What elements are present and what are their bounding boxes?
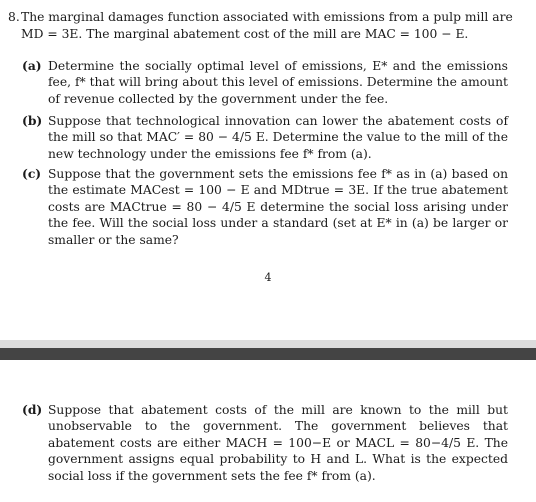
- part-c: [22, 166, 508, 248]
- part-d-text: Suppose that abatement costs of the mill are known to the mill but unobservable to the government. The government believes that abatement costs are either MACH = 100−E or MACL = 80−4/5 E. The government assigns equal probability to H and L. What is the expected social loss if the government sets the fee f* from (a).: [48, 403, 508, 483]
- part-b-text: Suppose that technological innovation can lower the abatement costs of the mill so that MAC′ = 80 − 4/5 E. Determine the value to the mill of the new technology under the emissions fee f* from (a).: [48, 114, 508, 161]
- part-d: [22, 402, 508, 484]
- part-a-text: Determine the socially optimal level of emissions, E* and the emissions fee, f* that will bring about this level of emissions. Determine the amount of revenue collected by the government under the fee.: [48, 59, 508, 106]
- question-header: [8, 9, 514, 42]
- part-d-label: (d): [22, 402, 43, 417]
- part-b-label: (b): [22, 113, 43, 128]
- page-separator: [0, 340, 536, 360]
- question-stem: The marginal damages function associated with emissions from a pulp mill are MD = 3E. The marginal abatement cost of the mill are MAC = 100 − E.: [21, 10, 513, 41]
- question-number: 8.: [8, 10, 20, 24]
- page-number: 4: [264, 271, 272, 284]
- part-c-text: Suppose that the government sets the emissions fee f* as in (a) based on the estimate MACest = 100 − E and MDtrue = 3E. If the true abatement costs are MACtrue = 80 − 4/5 E determine the social loss arising under the fee. Will the social loss under a standard (set at E* in (a) be larger or smaller or the same?: [48, 167, 508, 247]
- part-b: [22, 113, 508, 162]
- part-c-label: (c): [22, 166, 42, 181]
- part-a-label: (a): [22, 58, 42, 73]
- part-a: [22, 58, 508, 107]
